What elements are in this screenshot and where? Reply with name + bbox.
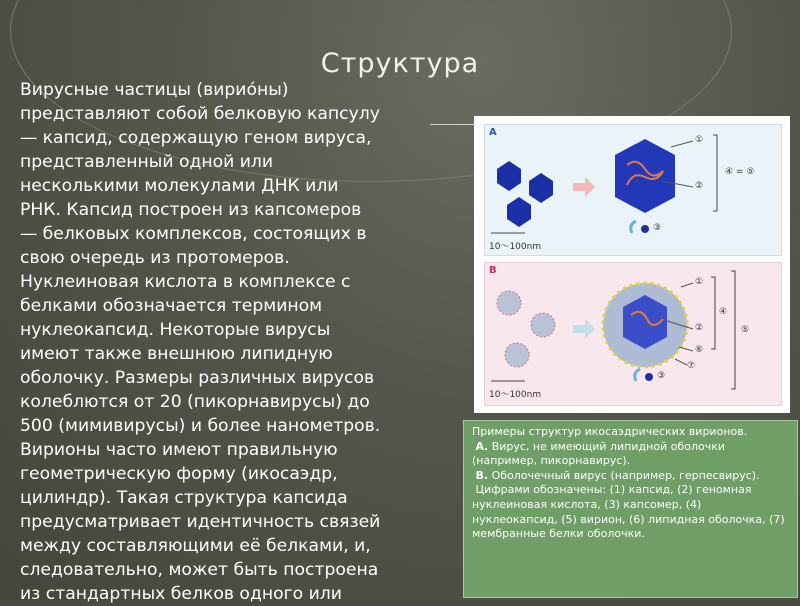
small-virion-icon xyxy=(529,173,553,203)
caption-legend xyxy=(472,483,789,541)
enveloped-virion-icon xyxy=(505,343,529,367)
enveloped-virion-icon xyxy=(497,291,521,315)
label-6: ⑥ xyxy=(695,345,704,355)
bracket xyxy=(711,277,715,349)
small-virion-icon xyxy=(507,197,531,227)
bracket xyxy=(731,271,735,389)
panel-b-letter: B xyxy=(489,265,497,276)
capsomer-icon xyxy=(645,373,653,381)
bracket xyxy=(713,135,717,211)
panel-b-drawing xyxy=(485,263,781,405)
label-2: ② xyxy=(695,181,704,191)
virion-structure-figure xyxy=(474,116,790,413)
scale-label: 10～100nm xyxy=(489,390,542,400)
divider-line xyxy=(430,124,474,125)
figure-panel-a xyxy=(484,124,782,256)
caption-item-b xyxy=(472,469,789,484)
enveloped-virion-icon xyxy=(531,313,555,337)
caption-b-text: Оболочечный вирус (например, герпесвирус). xyxy=(488,468,760,482)
scale-label: 10～100nm xyxy=(489,242,542,252)
label-3: ③ xyxy=(653,223,662,233)
arrow-down-icon xyxy=(631,221,636,233)
panel-a-letter: A xyxy=(489,127,497,138)
label-5: ⑤ xyxy=(741,325,750,335)
label-2: ② xyxy=(695,323,704,333)
leader-line xyxy=(675,359,687,365)
label-4-5: ④ = ⑤ xyxy=(725,167,755,177)
panel-a-drawing xyxy=(485,125,781,255)
label-3: ③ xyxy=(657,371,666,381)
capsomer-icon xyxy=(641,225,649,233)
label-7: ⑦ xyxy=(687,361,696,371)
label-1: ① xyxy=(695,277,704,287)
slide-title: Структура xyxy=(320,48,480,79)
caption-a-text: Вирус, не имеющий липидной оболочки (например, пикорнавирус). xyxy=(472,439,726,468)
label-4: ④ xyxy=(719,307,728,317)
caption-item-a xyxy=(472,440,789,469)
slide-body-text: Вирусные частицы (вирио́ны) представляют собой белковую капсулу — капсид, содержащую геном вируса, представленный одной или несколькими молекулами ДНК или РНК. Капсид построен из капсомеров — белковых комплексов, состоящих в свою очередь из протомеров. Нуклеиновая кислота в комплексе с белками обозначается термином нуклеокапсид. Некоторые вирусы имеют также внешнюю липидную оболочку. Размеры различных вирусов колеблются от 20 (пикорнавирусы) до 500 (мимивирусы) и более нанометров. Вирионы часто имеют правильную геометрическую форму (икосаэдр, цилиндр). Такая структура капсида предусматривает идентичность связей между составляющими её белками, и, следовательно, может быть построена из стандартных белков одного или xyxy=(20,80,381,604)
leader-line xyxy=(671,141,693,147)
arrow-down-icon xyxy=(635,369,640,381)
figure-panel-b xyxy=(484,262,782,406)
leader-line xyxy=(681,283,693,287)
figure-caption-box xyxy=(463,420,798,598)
arrow-right-icon xyxy=(573,319,595,339)
caption-legend-text: Цифрами обозначены: (1) капсид, (2) геномная нуклеиновая кислота, (3) капсомер, (4) нуклеокапсид, (5) вирион, (6) липидная оболочка, (7) мембранные белки оболочки. xyxy=(472,483,785,541)
arrow-right-icon xyxy=(573,177,595,197)
caption-intro: Примеры структур икосаэдрических вирионов. xyxy=(472,425,748,438)
leader-line xyxy=(679,347,693,351)
small-virion-icon xyxy=(497,161,521,191)
caption-b-letter: B. xyxy=(475,468,489,482)
label-1: ① xyxy=(695,135,704,145)
caption-a-letter: А. xyxy=(475,439,489,453)
